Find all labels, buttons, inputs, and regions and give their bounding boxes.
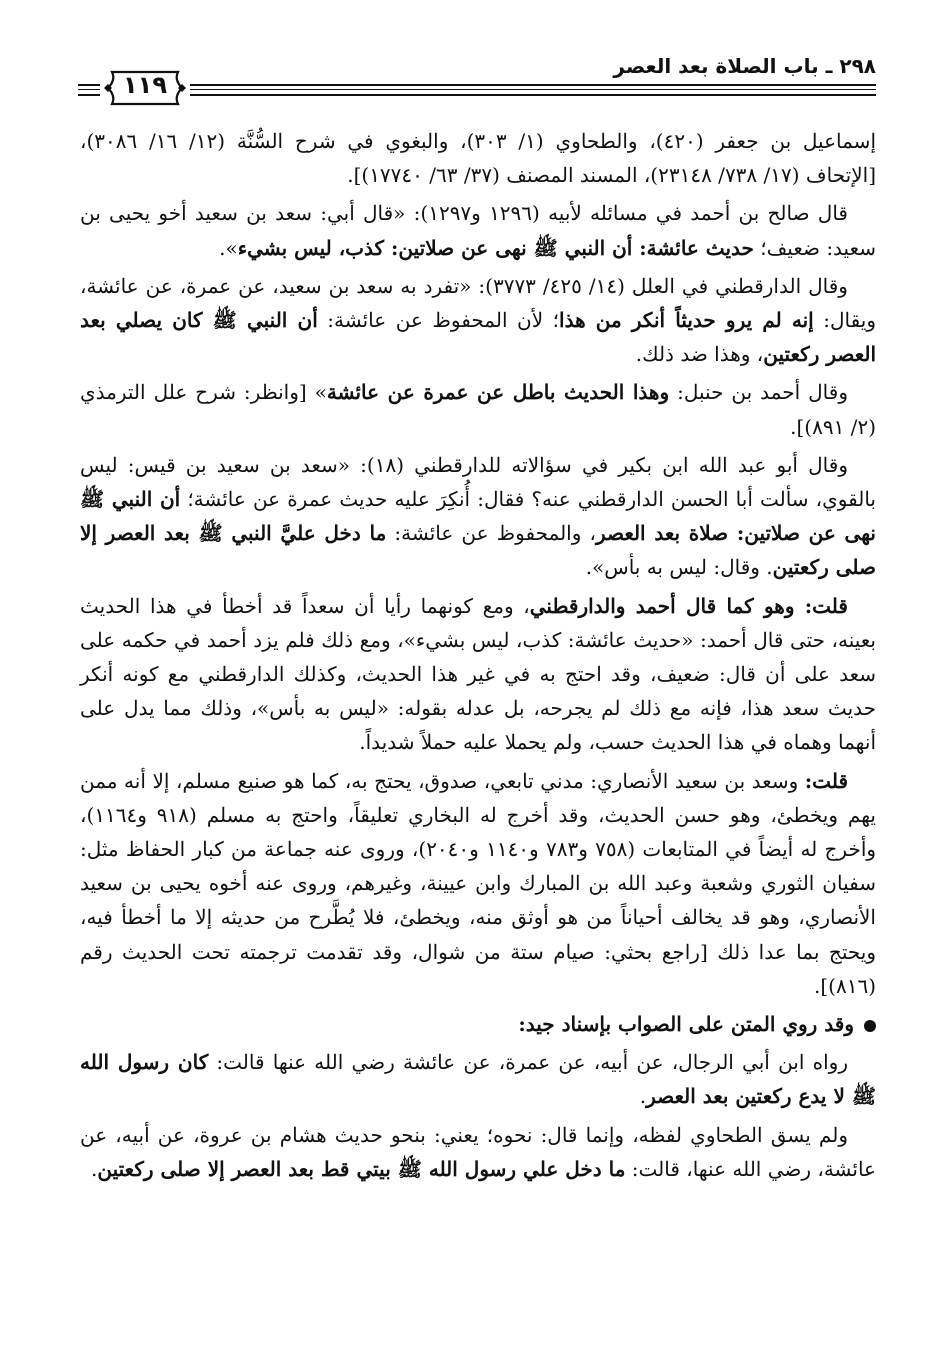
paragraph-text: ، ومع كونهما رأيا أن سعداً قد أخطأ في هذا الحديث بعينه، حتى قال أحمد: «حديث عائشة: كذب، ليس بشيء»، ومع ذلك فلم يزد أحمد في حكمه على سعد على أن قال: ضعيف، وقد احتج به في غير هذا الحديث، وكذلك الدارقطني مع كونه أنكر حديث سعد هذا، فإنه مع ذلك لم يجرحه، بل عدله بقوله: «ليس به بأس»، وذلك مما يدل على أنهما وهماه في هذا الحديث حسب، ولم يحملا عليه حملاً شديداً. [80, 593, 876, 755]
paragraph-text: » [وانظر: شرح علل الترمذي (٢/ ٨٩١)]. [80, 380, 876, 439]
paragraph-text: ، والمحفوظ عن عائشة: [386, 521, 596, 546]
header-rule [190, 84, 876, 96]
bold-label: قلت: [804, 768, 848, 793]
paragraph-text: . وقال: ليس به بأس». [585, 555, 773, 580]
page-header [78, 54, 876, 104]
bold-quote: حديث عائشة: أن النبي ﷺ نهى عن صلاتين: كذب، ليس بشيء [237, 235, 754, 260]
paragraph-3 [80, 269, 876, 372]
paragraph-text: وسعد بن سعيد الأنصاري: مدني تابعي، صدوق، يحتج به، كما هو صنيع مسلم، إلا أنه ممن يهم ويخطئ، وهو حسن الحديث، وقد أخرج له البخاري تعليقاً، واحتج به مسلم (٩١٨ و١١٦٤)، وأخرج له أيضاً في المتابعات (٧٥٨ و٧٨٣ و١١٤٠ و٢٠٤٠)، وروى عنه جماعة من كبار الحفاظ مثل: سفيان الثوري وشعبة وعبد الله بن المبارك وابن عيينة، وغيرهم، وروى عنه أخوه يحيى بن سعيد الأنصاري، وهو قد يخالف أحياناً من هو أوثق منه، ويخطئ، فلا يُطَّرح من حديثه إلا ما أخطأ فيه، ويحتج بما عدا ذلك [راجع بحثي: صيام ستة من شوال، وقد تقدمت ترجمته تحت الحديث رقم (٨١٦)]. [80, 768, 877, 998]
bullet-icon [864, 1020, 876, 1032]
paragraph-2 [80, 196, 876, 264]
bold-quote: إنه لم يرو حديثاً أنكر من هذا [559, 308, 814, 333]
page-number-badge [102, 68, 188, 108]
bold-quote: أن النبي ﷺ نهى عن صلاتين: صلاة بعد العصر [80, 487, 876, 546]
paragraph-4 [80, 375, 876, 443]
bold-quote: كان رسول الله ﷺ لا يدع ركعتين بعد العصر [80, 1050, 876, 1109]
paragraph-text: وقال أحمد بن حنبل: [669, 380, 848, 405]
bold-quote: ما دخل علي رسول الله ﷺ بيتي قط بعد العصر إلا صلى ركعتين [97, 1156, 626, 1181]
paragraph-text: وقال الدارقطني في العلل (١٤/ ٤٢٥/ ٣٧٧٣): «تفرد به سعد بن سعيد، عن عمرة، عن عائشة، ويقال: [80, 273, 876, 333]
running-title: ٢٩٨ ـ باب الصلاة بعد العصر [613, 54, 876, 78]
paragraph-text: ». [219, 235, 238, 260]
bullet-heading [80, 1007, 876, 1041]
paragraph-text: ، وهذا ضد ذلك. [635, 342, 764, 367]
paragraph-text: . [639, 1084, 647, 1109]
paragraph-text: وقال أبو عبد الله ابن بكير في سؤالاته للدارقطني (١٨): «سعد بن سعيد بن قيس: ليس بالقوي، سألت أبا الحسن الدارقطني عنه؟ فقال: أُنكِرَ عليه حديث عمرة عن عائشة؛ [80, 452, 876, 512]
header-rule-left [78, 84, 100, 96]
paragraph-5 [80, 448, 876, 585]
paragraph-8 [80, 1045, 876, 1113]
paragraph-text: إسماعيل بن جعفر (٤٢٠)، والطحاوي (١/ ٣٠٣)، والبغوي في شرح السُّنَّة (١٢/ ١٦/ ٣٠٨٦)، [الإتحاف (١٧/ ٧٣٨/ ٢٣١٤٨)، المسند المصنف (٣٧/ ٦٣/ ١٧٧٤٠)]. [80, 129, 876, 188]
bold-quote: وهذا الحديث باطل عن عمرة عن عائشة [326, 380, 670, 405]
paragraph-1 [80, 124, 876, 192]
page-body [80, 124, 876, 1190]
paragraph-6 [80, 589, 876, 760]
paragraph-9 [80, 1118, 876, 1186]
page-number: ١١٩ [123, 71, 167, 99]
bold-quote: قلت: وهو كما قال أحمد والدارقطني [529, 593, 848, 618]
bold-quote: ما دخل عليَّ النبي ﷺ بعد العصر إلا صلى ركعتين [80, 521, 876, 580]
bullet-text: وقد روي المتن على الصواب بإسناد جيد: [518, 1012, 854, 1037]
paragraph-7 [80, 764, 876, 1003]
paragraph-text: ؛ لأن المحفوظ عن عائشة: [317, 308, 560, 333]
bold-quote: أن النبي ﷺ كان يصلي بعد العصر ركعتين [80, 308, 876, 367]
paragraph-text: ولم يسق الطحاوي لفظه، وإنما قال: نحوه؛ يعني: بنحو حديث هشام بن عروة، عن أبيه، عن عائشة، رضي الله عنها، قالت: [80, 1122, 876, 1181]
paragraph-text: رواه ابن أبي الرجال، عن أبيه، عن عمرة، عن عائشة رضي الله عنها قالت: [208, 1050, 848, 1075]
paragraph-text: قال صالح بن أحمد في مسائله لأبيه (١٢٩٦ و١٢٩٧): «قال أبي: سعد بن سعيد أخو يحيى بن سعيد: ضعيف؛ [80, 201, 876, 260]
paragraph-text: . [91, 1156, 98, 1181]
